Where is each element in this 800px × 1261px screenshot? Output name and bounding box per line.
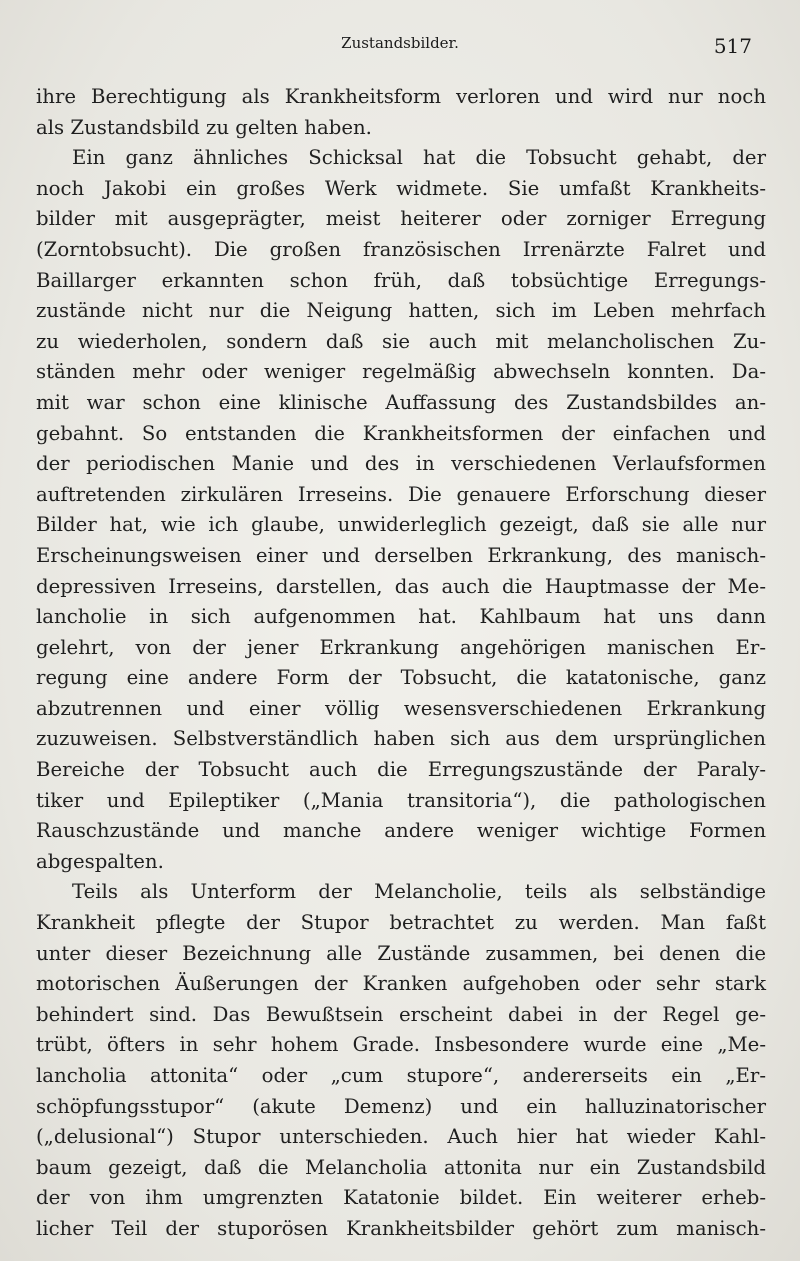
text-line: der von ihm umgrenzten Katatonie bildet. Ein weiterer erheb- [36,1186,766,1210]
text-line: motorischen Äußerungen der Kranken aufgehoben oder sehr stark [36,972,766,996]
text-line: gebahnt. So entstanden die Krankheitsformen der einfachen und [36,421,766,445]
text-line: auftretenden zirkulären Irreseins. Die genauere Erforschung dieser [36,482,766,506]
text-line: ständen mehr oder weniger regelmäßig abwechseln konnten. Da- [36,360,766,384]
page-header [0,34,800,58]
text-line: noch Jakobi ein großes Werk widmete. Sie umfaßt Krankheits- [36,176,766,200]
text-line: schöpfungsstupor“ (akute Demenz) und ein halluzinatorischer [36,1094,766,1118]
text-line: Baillarger erkannten schon früh, daß tobsüchtige Erregungs- [36,268,766,292]
text-line: Ein ganz ähnliches Schicksal hat die Tobsucht gehabt, der [72,146,766,170]
text-line: regung eine andere Form der Tobsucht, die katatonische, ganz [36,666,766,690]
text-line: ihre Berechtigung als Krankheitsform verloren und wird nur noch [36,85,766,108]
text-line: lancholie in sich aufgenommen hat. Kahlbaum hat uns dann [36,605,766,629]
text-line: (Zorntobsucht). Die großen französischen Irrenärzte Falret und [36,237,766,261]
text-line: bilder mit ausgeprägter, meist heiterer oder zorniger Erregung [36,207,766,231]
text-line: depressiven Irreseins, darstellen, das auch die Hauptmasse der Me- [36,574,766,598]
text-line: licher Teil der stuporösen Krankheitsbilder gehört zum manisch- [36,1216,766,1240]
text-line: trübt, öfters in sehr hohem Grade. Insbesondere wurde eine „Me- [36,1033,766,1057]
text-line: baum gezeigt, daß die Melancholia attonita nur ein Zustandsbild [36,1155,766,1179]
text-line: Erscheinungsweisen einer und derselben Erkrankung, des manisch- [36,543,766,567]
text-line: Teils als Unterform der Melancholie, teils als selbständige [72,880,766,904]
text-line: zuzuweisen. Selbstverständlich haben sich aus dem ursprünglichen [36,727,766,751]
page-number: 517 [713,34,752,58]
text-line: behindert sind. Das Bewußtsein erscheint dabei in der Regel ge- [36,1002,766,1026]
text-line: der periodischen Manie und des in verschiedenen Verlaufsformen [36,452,766,476]
text-line: mit war schon eine klinische Auffassung des Zustandsbildes an- [36,390,766,414]
body-text [36,82,766,1245]
text-line: unter dieser Bezeichnung alle Zustände zusammen, bei denen die [36,941,766,965]
text-line: zu wiederholen, sondern daß sie auch mit melancholischen Zu- [36,329,766,353]
text-line: tiker und Epileptiker („Mania transitoria“), die pathologischen [36,788,766,812]
text-line: gelehrt, von der jener Erkrankung angehörigen manischen Er- [36,635,766,659]
text-line: („delusional“) Stupor unterschieden. Auch hier hat wieder Kahl- [36,1125,766,1149]
text-line: abzutrennen und einer völlig wesensverschiedenen Erkrankung [36,696,766,720]
text-line: Bilder hat, wie ich glaube, unwiderleglich gezeigt, daß sie alle nur [36,513,766,537]
text-line: lancholia attonita“ oder „cum stupore“, andererseits ein „Er- [36,1064,766,1087]
text-line: abgespalten. [36,849,164,873]
text-line: als Zustandsbild zu gelten haben. [36,115,372,139]
text-line: Bereiche der Tobsucht auch die Erregungszustände der Paraly- [36,758,766,782]
running-title: Zustandsbilder. [341,34,459,52]
text-line: Rauschzustände und manche andere weniger wichtige Formen [36,819,766,843]
text-line: zustände nicht nur die Neigung hatten, sich im Leben mehrfach [36,299,766,323]
text-line: Krankheit pflegte der Stupor betrachtet zu werden. Man faßt [36,911,766,935]
